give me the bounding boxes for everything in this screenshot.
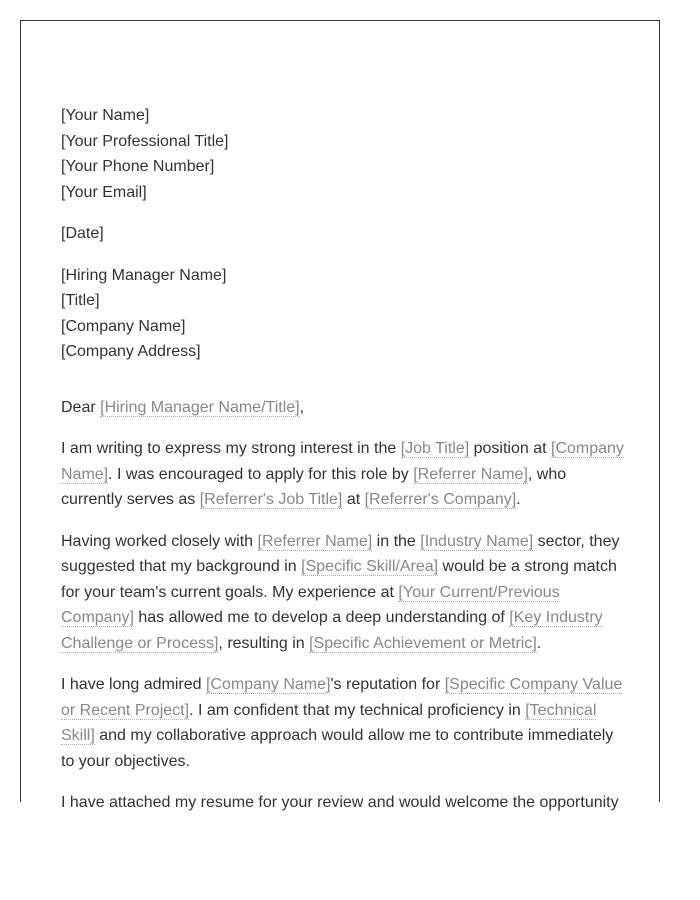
sender-phone: [Your Phone Number] (61, 158, 215, 175)
letter-page (20, 20, 660, 811)
letter-date: [Date] (61, 225, 104, 242)
date-block (61, 221, 631, 247)
paragraph-intro (61, 436, 631, 513)
paragraph-background (61, 529, 631, 657)
text-run: I have long admired (61, 676, 206, 693)
placeholder-referrer-name: [Referrer Name] (413, 465, 528, 483)
text-run: and my collaborative approach would allow me to contribute immediately to your objectives. (61, 727, 614, 770)
placeholder-job-title: [Job Title] (400, 440, 470, 457)
text-run: Having worked closely with (61, 532, 258, 550)
text-run: in the (372, 532, 421, 550)
text-run: . (516, 491, 521, 508)
sender-block (61, 103, 631, 205)
placeholder-hiring-manager: [Hiring Manager Name/Title] (100, 398, 300, 416)
recipient-company: [Company Name] (61, 317, 186, 335)
placeholder-referrer-company: [Referrer's Company] (364, 491, 517, 508)
placeholder-industry-challenge: [Key Industry Challenge or Process] (61, 609, 603, 652)
text-run: , who currently serves as (61, 465, 567, 508)
letter-content (61, 103, 631, 832)
placeholder-current-company: [Your Current/Previous Company] (61, 583, 560, 626)
placeholder-referrer-job-title: [Referrer's Job Title] (199, 491, 343, 508)
text-run: position at (469, 440, 551, 457)
text-run: at (342, 491, 365, 508)
placeholder-technical-skill: [Technical Skill] (61, 701, 597, 744)
recipient-title: [Title] (61, 292, 100, 309)
text-run: . (536, 634, 542, 652)
text-run: has allowed me to develop a deep understanding of (133, 609, 510, 626)
placeholder-achievement: [Specific Achievement or Metric] (309, 634, 537, 652)
sender-title: [Your Professional Title] (61, 132, 229, 150)
text-run: , resulting in (218, 634, 310, 652)
sender-email: [Your Email] (61, 183, 147, 201)
text-run: I am writing to express my strong interest in the (61, 440, 401, 457)
placeholder-referrer-name: [Referrer Name] (257, 532, 373, 550)
placeholder-company-value: [Specific Company Value or Recent Project] (61, 676, 623, 719)
placeholder-company-name: [Company Name] (205, 676, 331, 693)
recipient-name: [Hiring Manager Name] (61, 266, 227, 284)
placeholder-industry-name: [Industry Name] (420, 532, 534, 550)
salutation (61, 395, 631, 421)
text-run: 's reputation for (330, 676, 445, 693)
placeholder-skill-area: [Specific Skill/Area] (301, 558, 439, 575)
salutation-prefix: Dear (61, 398, 101, 416)
recipient-address: [Company Address] (61, 343, 201, 360)
placeholder-company-name: [Company Name] (61, 440, 624, 483)
paragraph-admiration (61, 672, 631, 774)
sender-name: [Your Name] (61, 107, 150, 124)
text-run: . I was encouraged to apply for this role by (108, 465, 414, 483)
salutation-suffix: , (299, 398, 305, 416)
text-run: would be a strong match for your team's current goals. My experience at (61, 558, 617, 601)
text-run: I have attached my resume for your review and would welcome the opportunity (61, 794, 619, 811)
paragraph-closing (61, 790, 631, 816)
text-run: . I am confident that my technical proficiency in (189, 701, 526, 719)
recipient-block (61, 263, 631, 365)
text-run: sector, they suggested that my background in (61, 532, 620, 575)
